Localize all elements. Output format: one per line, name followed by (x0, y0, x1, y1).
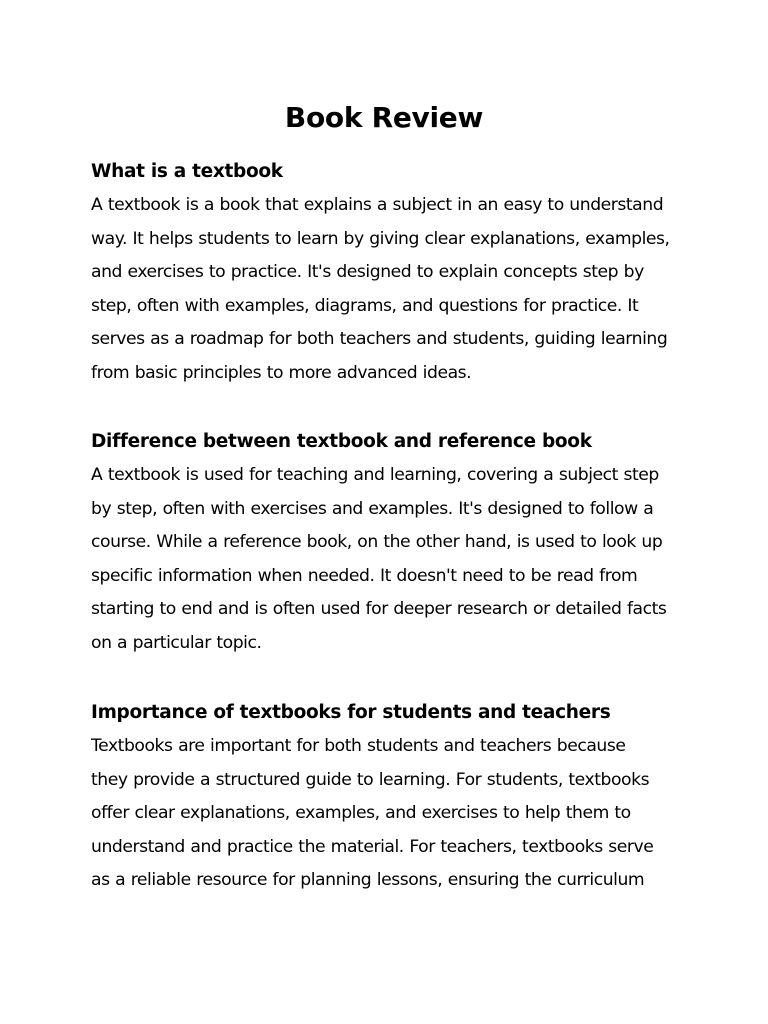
section-paragraph (91, 459, 687, 661)
section-heading: What is a textbook (91, 161, 283, 182)
paragraph-line: on a particular topic. (91, 632, 262, 653)
page-title: Book Review (284, 101, 484, 134)
paragraph-line: way. It helps students to learn by giving clear explanations, examples, (91, 228, 670, 249)
paragraph-line: step, often with examples, diagrams, and questions for practice. It (91, 295, 639, 316)
paragraph-line: from basic principles to more advanced ideas. (91, 362, 472, 383)
paragraph-line: course. While a reference book, on the other hand, is used to look up (91, 532, 663, 553)
section-textbook-vs-reference (91, 427, 687, 661)
paragraph-line: A textbook is a book that explains a subject in an easy to understand (91, 195, 664, 215)
section-what-is-a-textbook (91, 157, 687, 391)
section-heading: Difference between textbook and reference book (91, 431, 592, 452)
paragraph-line: serves as a roadmap for both teachers and students, guiding learning (91, 329, 668, 350)
paragraph-line: by step, often with exercises and examples. It's designed to follow a (91, 498, 654, 519)
section-paragraph (91, 730, 687, 898)
paragraph-line: Textbooks are important for both students and teachers because (91, 736, 626, 756)
paragraph-line: A textbook is used for teaching and learning, covering a subject step (91, 465, 659, 485)
section-importance-of-textbooks (91, 698, 687, 898)
section-heading: Importance of textbooks for students and teachers (91, 702, 611, 723)
paragraph-line: they provide a structured guide to learning. For students, textbooks (91, 769, 650, 790)
paragraph-line: understand and practice the material. For teachers, textbooks serve (91, 836, 654, 857)
paragraph-line: specific information when needed. It doesn't need to be read from (91, 565, 638, 586)
section-paragraph (91, 189, 687, 391)
paragraph-line: as a reliable resource for planning lessons, ensuring the curriculum (91, 870, 645, 891)
paragraph-line: offer clear explanations, examples, and exercises to help them to (91, 803, 631, 824)
paragraph-line: starting to end and is often used for deeper research or detailed facts (91, 599, 667, 620)
paragraph-line: and exercises to practice. It's designed to explain concepts step by (91, 262, 644, 283)
